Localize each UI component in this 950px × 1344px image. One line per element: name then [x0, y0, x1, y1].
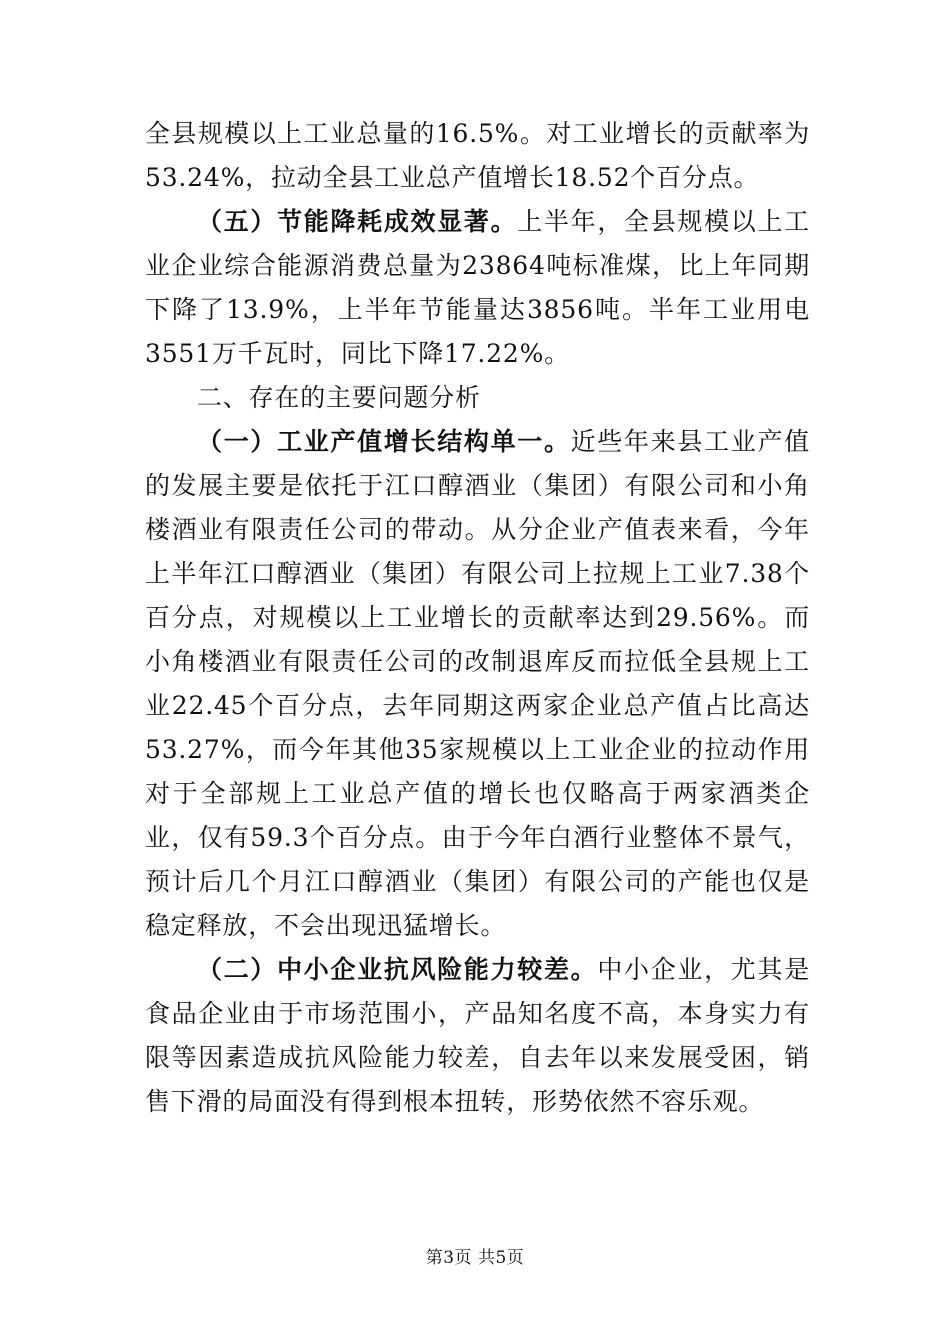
- paragraph-sme-risk: [145, 948, 810, 1124]
- paragraph-energy-saving: [145, 200, 810, 376]
- document-body: [145, 112, 810, 1124]
- paragraph-continuation: [145, 112, 810, 200]
- section-heading: [145, 376, 810, 420]
- paragraph-lead-heading: （五）节能降耗成效显著。: [197, 207, 518, 236]
- paragraph-text: 全县规模以上工业总量的16.5%。对工业增长的贡献率为53.24%，拉动全县工业总产值增长18.52个百分点。: [145, 119, 810, 192]
- paragraph-text: 近些年来县工业产值的发展主要是依托于江口醇酒业（集团）有限公司和小角楼酒业有限责任公司的带动。从分企业产值表来看，今年上半年江口醇酒业（集团）有限公司上拉规上工业7.38个百分点，对规模以上工业增长的贡献率达到29.56%。而小角楼酒业有限责任公司的改制退库反而拉低全县规上工业22.45个百分点，去年同期这两家企业总产值占比高达53.27%，而今年其他35家规模以上工业企业的拉动作用对于全部规上工业总产值的增长也仅略高于两家酒类企业，仅有59.3个百分点。由于今年白酒行业整体不景气，预计后几个月江口醇酒业（集团）有限公司的产能也仅是稳定释放，不会出现迅猛增长。: [145, 427, 810, 940]
- paragraph-lead-heading: （一）工业产值增长结构单一。: [197, 427, 571, 456]
- section-heading-text: 二、存在的主要问题分析: [197, 383, 481, 412]
- paragraph-lead-heading: （二）中小企业抗风险能力较差。: [197, 955, 598, 984]
- page-number-footer: 第3页 共5页: [425, 1248, 525, 1268]
- paragraph-text: 上半年，全县规模以上工业企业综合能源消费总量为23864吨标准煤，比上年同期下降了13.9%，上半年节能量达3856吨。半年工业用电3551万千瓦时，同比下降17.22%。: [145, 207, 810, 368]
- paragraph-structure-issue: [145, 420, 810, 948]
- paragraph-text: 中小企业，尤其是食品企业由于市场范围小，产品知名度不高，本身实力有限等因素造成抗风险能力较差，自去年以来发展受困，销售下滑的局面没有得到根本扭转，形势依然不容乐观。: [145, 955, 810, 1116]
